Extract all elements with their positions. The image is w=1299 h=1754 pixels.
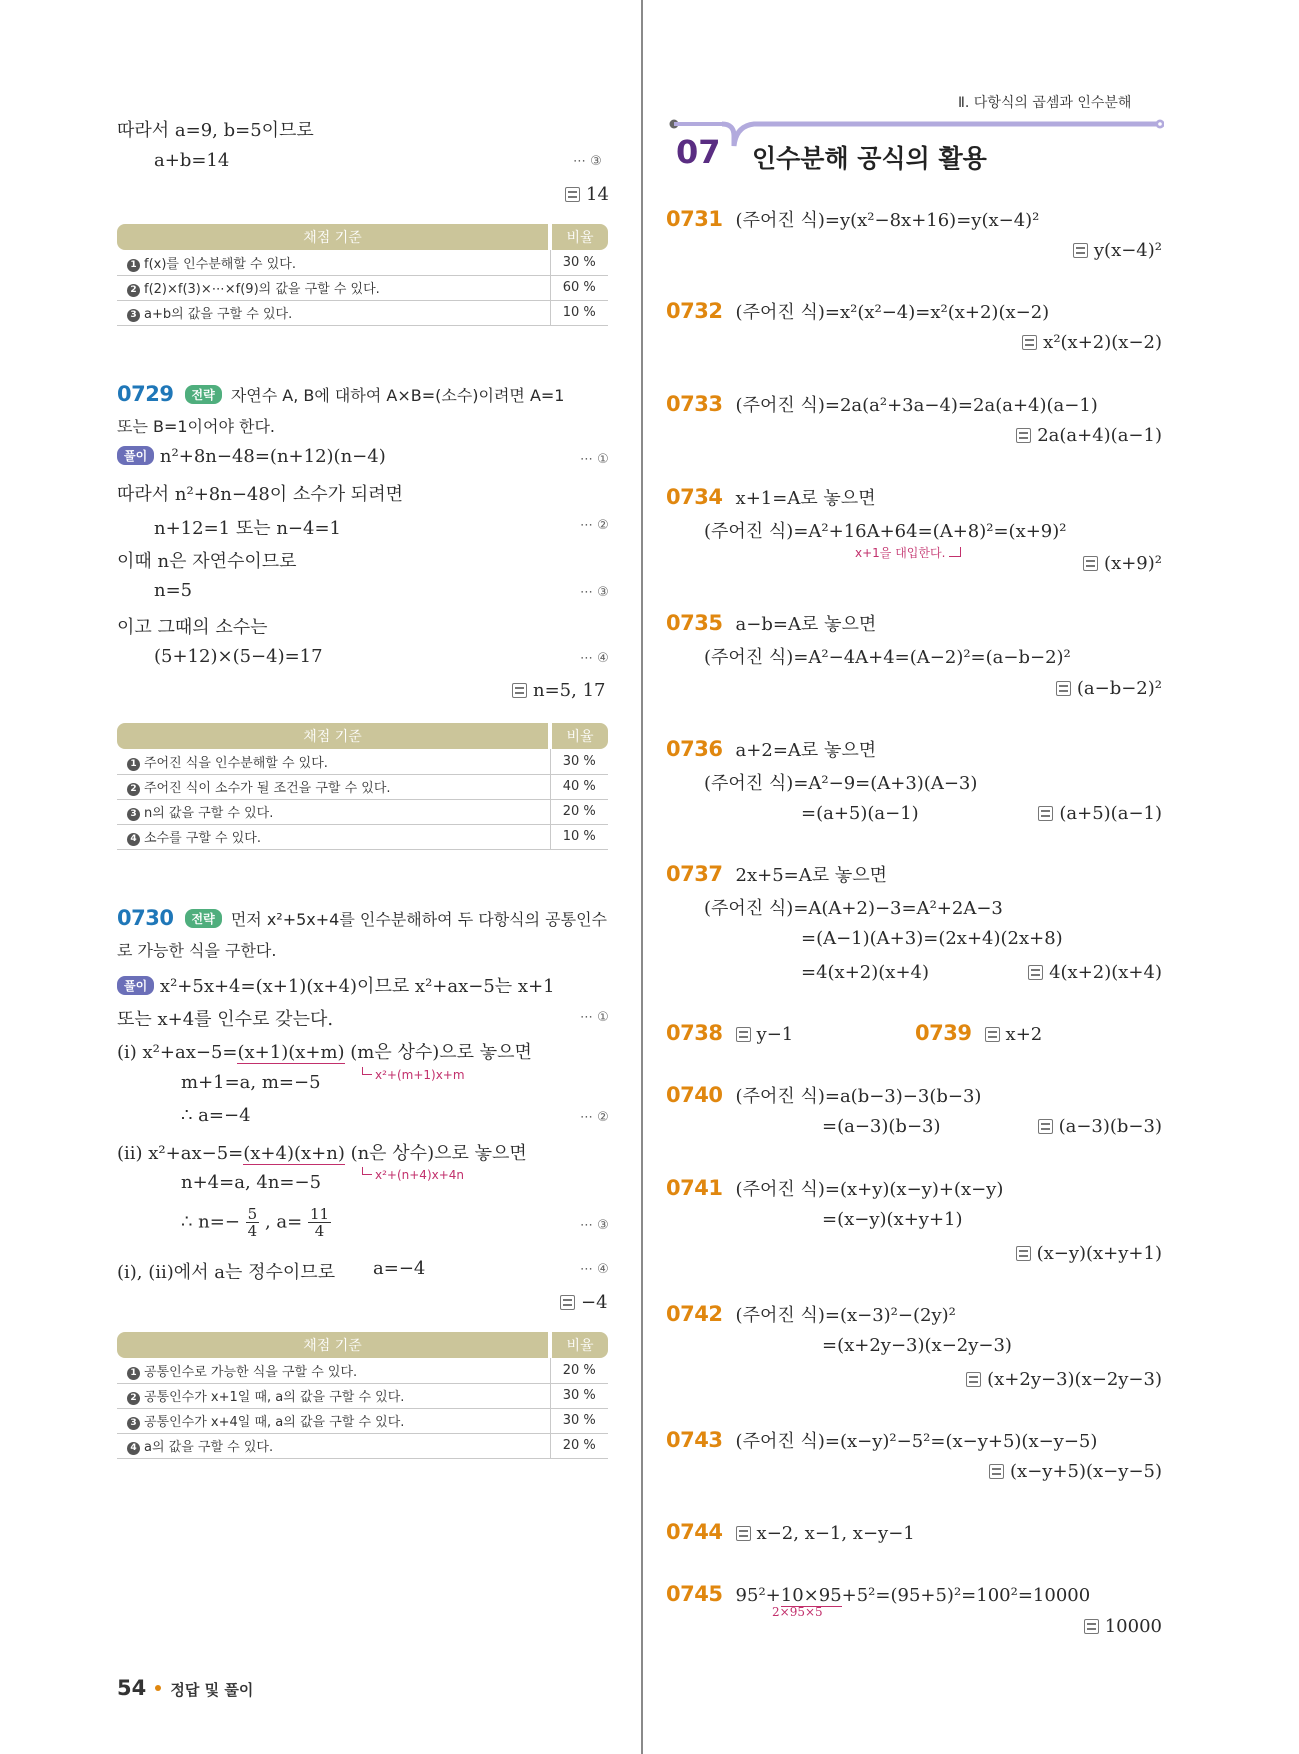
answer-icon	[1084, 1619, 1099, 1634]
page-number: 54	[117, 1676, 147, 1700]
problem-0744: 0744 x−2, x−1, x−y−1	[666, 1520, 915, 1544]
solution-line: =(a−3)(b−3)	[822, 1116, 941, 1137]
answer: (x−y)(x+y+1)	[1016, 1243, 1162, 1264]
solution-line: m+1=a, m=−5	[181, 1072, 321, 1093]
scoring-table	[117, 224, 608, 326]
step-marker: ⋯ ③	[580, 1218, 609, 1233]
answer: (x−y+5)(x−y−5)	[989, 1461, 1162, 1482]
solution-line: (주어진 식)=A²−9=(A+3)(A−3)	[704, 773, 978, 794]
strategy-tag: 전략	[185, 909, 222, 928]
problem-0743: 0743 (주어진 식)=(x−y)²−5²=(x−y+5)(x−y−5)	[666, 1428, 1098, 1452]
solution-line: ∴ a=−4	[181, 1105, 251, 1126]
column-divider	[641, 0, 643, 1754]
answer-icon	[1056, 681, 1071, 696]
problem-0742: 0742 (주어진 식)=(x−3)²−(2y)²	[666, 1302, 956, 1326]
page-footer	[117, 1676, 253, 1700]
solution-line: ∴ n=− $\frac{5}{4}$ , a= $\frac{11}{4}$	[181, 1205, 330, 1240]
table-header-rate: 비율	[550, 224, 608, 250]
problem-0733: 0733 (주어진 식)=2a(a²+3a−4)=2a(a+4)(a−1)	[666, 392, 1098, 416]
scoring-table	[117, 723, 608, 850]
solution-line: n+4=a, 4n=−5	[181, 1172, 322, 1193]
table-row: 2 공통인수가 x+1일 때, a의 값을 구할 수 있다. 30 %	[117, 1383, 608, 1408]
answer-icon	[966, 1372, 981, 1387]
solution-line: 풀이 n²+8n−48=(n+12)(n−4)	[117, 446, 386, 467]
solution-line: (주어진 식)=A(A+2)−3=A²+2A−3	[704, 898, 1003, 919]
annotation: x²+(m+1)x+m	[362, 1067, 465, 1082]
solution-line: 풀이 x²+5x+4=(x+1)(x+4)이므로 x²+ax−5는 x+1	[117, 972, 555, 998]
table-header-criteria: 채점 기준	[117, 224, 550, 250]
answer-icon	[985, 1027, 1000, 1042]
problem-0731: 0731 (주어진 식)=y(x²−8x+16)=y(x−4)²	[666, 207, 1040, 231]
answer-icon	[989, 1464, 1004, 1479]
strategy-text: 먼저 x²+5x+4를 인수분해하여 두 다항식의 공통인수	[230, 910, 607, 929]
solution-line: 따라서 n²+8n−48이 소수가 되려면	[117, 484, 403, 505]
solution-line: a=−4	[373, 1258, 426, 1279]
answer: (a+5)(a−1)	[1038, 803, 1162, 824]
case-1: (i) x²+ax−5=(x+1)(x+m) (m은 상수)으로 놓으면	[117, 1042, 532, 1063]
scoring-table	[117, 1332, 608, 1459]
problem-0739: 0739 x+2	[915, 1021, 1043, 1045]
table-row: 3 a+b의 값을 구할 수 있다. 10 %	[117, 300, 608, 325]
equation: a+b=14	[154, 150, 230, 171]
problem-0740: 0740 (주어진 식)=a(b−3)−3(b−3)	[666, 1083, 982, 1107]
solution-line: 이고 그때의 소수는	[117, 617, 268, 638]
table-row: 3 공통인수가 x+4일 때, a의 값을 구할 수 있다. 30 %	[117, 1408, 608, 1433]
answer-icon	[736, 1526, 751, 1541]
problem-number: 0730	[117, 906, 174, 930]
step-marker: ⋯ ②	[580, 1110, 609, 1125]
problem-number: 0729	[117, 382, 174, 406]
answer-icon	[1028, 965, 1043, 980]
solution-line: =(a+5)(a−1)	[801, 803, 919, 824]
step-marker: ⋯ ③	[580, 585, 609, 600]
section-number: 07	[676, 133, 721, 171]
text-line: 따라서 a=9, b=5이므로	[117, 120, 314, 141]
fraction: $\frac{5}{4}$	[247, 1205, 258, 1240]
problem-0737: 0737 2x+5=A로 놓으면	[666, 862, 888, 886]
section-title: 인수분해 공식의 활용	[752, 144, 987, 173]
problem-0735: 0735 a−b=A로 놓으면	[666, 611, 877, 635]
answer-icon	[1022, 335, 1037, 350]
answer-icon	[1073, 243, 1088, 258]
answer-icon	[565, 187, 580, 202]
solution-line: (주어진 식)=A²−4A+4=(A−2)²=(a−b−2)²	[704, 647, 1071, 668]
problem-0745: 0745 95²+10×95+5²=(95+5)²=100²=10000	[666, 1582, 1091, 1606]
table-header-rate: 비율	[550, 1332, 608, 1358]
strategy-text: 자연수 A, B에 대하여 A×B=(소수)이려면 A=1	[230, 386, 565, 405]
table-header-criteria: 채점 기준	[117, 1332, 550, 1358]
answer-icon	[1038, 1119, 1053, 1134]
answer-icon	[512, 683, 527, 698]
solution-line: (i), (ii)에서 a는 정수이므로	[117, 1262, 336, 1283]
table-row: 4 a의 값을 구할 수 있다. 20 %	[117, 1433, 608, 1458]
solution-line: =4(x+2)(x+4)	[801, 962, 929, 983]
answer: 14	[565, 184, 609, 205]
solution-line: n+12=1 또는 n−4=1	[154, 518, 341, 539]
step-marker: ⋯ ④	[580, 651, 609, 666]
step-marker: ⋯ ③	[573, 154, 602, 169]
answer: (a−3)(b−3)	[1038, 1116, 1162, 1137]
strategy-text: 또는 B=1이어야 한다.	[117, 417, 276, 436]
table-header-criteria: 채점 기준	[117, 723, 550, 749]
answer: (x+2y−3)(x−2y−3)	[966, 1369, 1162, 1390]
problem-0736: 0736 a+2=A로 놓으면	[666, 737, 877, 761]
solution-line: 또는 x+4를 인수로 갖는다.	[117, 1009, 334, 1030]
case-2: (ii) x²+ax−5=(x+4)(x+n) (n은 상수)으로 놓으면	[117, 1143, 527, 1164]
solution-line: (주어진 식)=A²+16A+64=(A+8)²=(x+9)²	[704, 521, 1067, 542]
solution-line: =(x−y)(x+y+1)	[822, 1209, 963, 1230]
bullet-icon	[155, 1685, 161, 1691]
answer: (a−b−2)²	[1056, 678, 1162, 699]
table-row: 2 f(2)×f(3)×⋯×f(9)의 값을 구할 수 있다. 60 %	[117, 275, 608, 300]
annotation: 2×95×5	[772, 1605, 823, 1619]
solution-line: =(x+2y−3)(x−2y−3)	[822, 1335, 1012, 1356]
solution-line: n=5	[154, 580, 193, 601]
solution-line: =(A−1)(A+3)=(2x+4)(2x+8)	[801, 928, 1063, 949]
footer-label: 정답 및 풀이	[170, 1681, 254, 1699]
table-row: 4 소수를 구할 수 있다. 10 %	[117, 824, 608, 849]
answer-icon	[1038, 806, 1053, 821]
table-row: 3 n의 값을 구할 수 있다. 20 %	[117, 799, 608, 824]
annotation: x²+(n+4)x+4n	[362, 1167, 464, 1182]
answer: y(x−4)²	[1073, 240, 1162, 261]
solution-line: 이때 n은 자연수이므로	[117, 551, 297, 572]
step-marker: ⋯ ①	[580, 1010, 609, 1025]
answer-icon	[1083, 556, 1098, 571]
answer: 2a(a+4)(a−1)	[1016, 425, 1162, 446]
table-row: 1 f(x)를 인수분해할 수 있다. 30 %	[117, 250, 608, 275]
table-row: 1 공통인수로 가능한 식을 구할 수 있다. 20 %	[117, 1358, 608, 1383]
solution-tag: 풀이	[117, 976, 154, 995]
solution-line: (5+12)×(5−4)=17	[154, 646, 323, 667]
chapter-title: Ⅱ. 다항식의 곱셈과 인수분해	[958, 95, 1132, 111]
strategy-tag: 전략	[185, 385, 222, 404]
step-marker: ⋯ ②	[580, 518, 609, 533]
problem-header-0730	[117, 906, 607, 930]
problem-header-0729	[117, 382, 565, 406]
answer: −4	[560, 1292, 608, 1313]
answer: x²(x+2)(x−2)	[1022, 332, 1162, 353]
problem-0741: 0741 (주어진 식)=(x+y)(x−y)+(x−y)	[666, 1176, 1004, 1200]
step-marker: ⋯ ④	[580, 1262, 609, 1277]
table-row: 2 주어진 식이 소수가 될 조건을 구할 수 있다. 40 %	[117, 774, 608, 799]
answer: n=5, 17	[512, 680, 605, 701]
problem-0734: 0734 x+1=A로 놓으면	[666, 485, 876, 509]
problem-0732: 0732 (주어진 식)=x²(x²−4)=x²(x+2)(x−2)	[666, 299, 1050, 323]
answer-icon	[560, 1295, 575, 1310]
problem-0738: 0738 y−1	[666, 1021, 794, 1045]
answer: 10000	[1084, 1616, 1162, 1637]
answer: 4(x+2)(x+4)	[1028, 962, 1162, 983]
answer-icon	[736, 1027, 751, 1042]
table-header-rate: 비율	[550, 723, 608, 749]
answer-icon	[1016, 428, 1031, 443]
strategy-text: 로 가능한 식을 구한다.	[117, 941, 277, 960]
table-row: 1 주어진 식을 인수분해할 수 있다. 30 %	[117, 749, 608, 774]
step-marker: ⋯ ①	[580, 452, 609, 467]
solution-tag: 풀이	[117, 446, 154, 465]
answer: (x+9)²	[1083, 553, 1162, 574]
answer-icon	[1016, 1246, 1031, 1261]
annotation: x+1을 대입한다.	[855, 544, 961, 561]
fraction: $\frac{11}{4}$	[309, 1205, 330, 1240]
